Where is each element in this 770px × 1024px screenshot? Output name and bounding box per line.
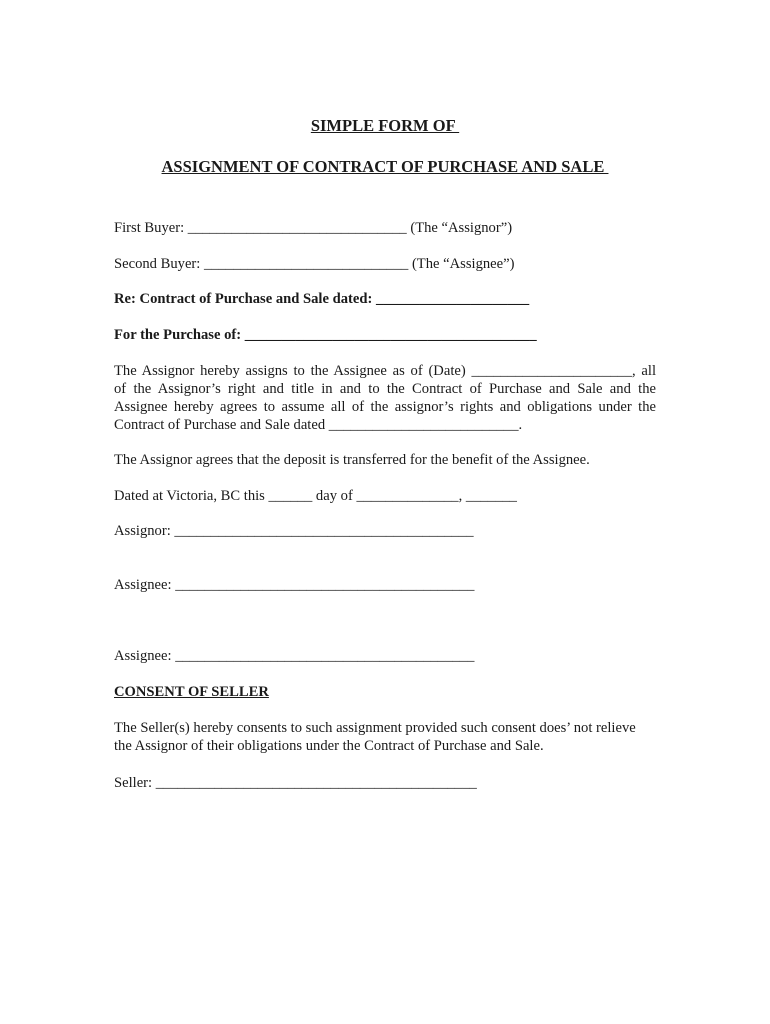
document-title-line-2: ASSIGNMENT OF CONTRACT OF PURCHASE AND SALE	[161, 157, 609, 176]
assignment-paragraph-line: Contract of Purchase and Sale dated __________________________.	[114, 417, 523, 433]
dated-line: Dated at Victoria, BC this ______ day of ______________, _______	[114, 488, 517, 504]
consent-paragraph	[114, 719, 656, 755]
assignment-paragraph	[114, 362, 656, 434]
seller-signature-line: Seller: ____________________________________________	[114, 775, 477, 791]
assignment-paragraph-line: The Assignor hereby assigns to the Assignee as of (Date) ______________________, all	[114, 363, 656, 379]
second-buyer-field: Second Buyer: ____________________________ (The “Assignee”)	[114, 256, 515, 272]
consent-paragraph-line: The Seller(s) hereby consents to such assignment provided such consent does’ not relieve	[114, 720, 636, 736]
first-buyer-field: First Buyer: ______________________________ (The “Assignor”)	[114, 220, 513, 236]
consent-heading: CONSENT OF SELLER	[114, 684, 269, 700]
deposit-statement: The Assignor agrees that the deposit is transferred for the benefit of the Assignee.	[114, 452, 590, 468]
contract-date-field: Re: Contract of Purchase and Sale dated: _____________________	[114, 291, 530, 307]
assignor-signature-line: Assignor: _________________________________________	[114, 523, 474, 539]
assignment-paragraph-line: Assignee hereby agrees to assume all of the assignor’s rights and obligations under the	[114, 399, 656, 415]
assignment-paragraph-line: of the Assignor’s right and title in and to the Contract of Purchase and Sale and the	[114, 381, 656, 397]
consent-paragraph-line: the Assignor of their obligations under the Contract of Purchase and Sale.	[114, 738, 544, 754]
document-title-line-1: SIMPLE FORM OF	[310, 116, 460, 135]
assignee-signature-line-1: Assignee: _________________________________________	[114, 577, 475, 593]
assignee-signature-line-2: Assignee: _________________________________________	[114, 648, 475, 664]
purchase-of-field: For the Purchase of: ________________________________________	[114, 327, 537, 343]
